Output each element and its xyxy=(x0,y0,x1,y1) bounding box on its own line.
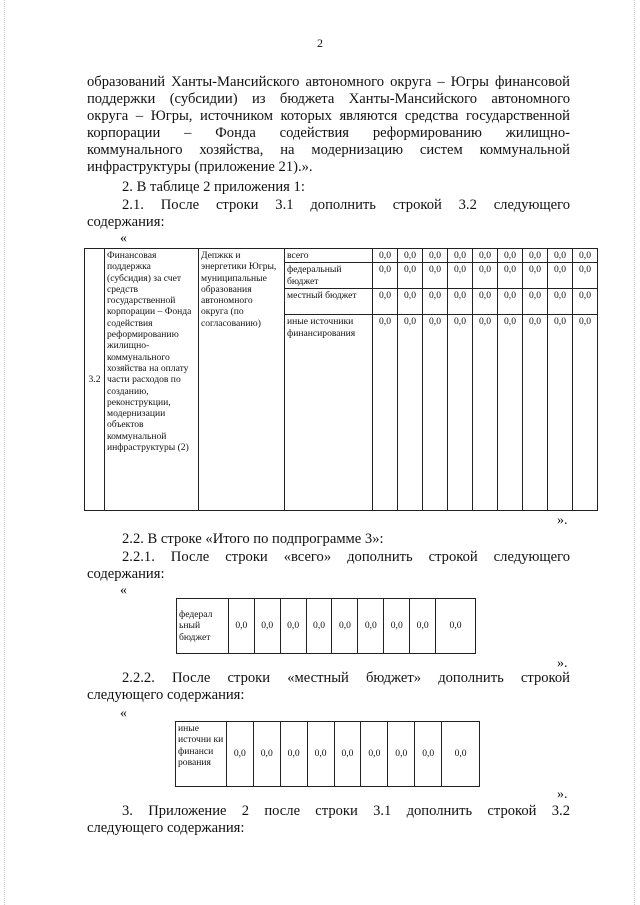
open-quote: « xyxy=(120,231,127,246)
item-2-1-line1: 2.1. После строки 3.1 дополнить строкой 3.2 следующего xyxy=(122,197,570,213)
page-number: 2 xyxy=(317,36,323,50)
table-cell: 0,0 xyxy=(548,263,573,289)
item-2-text: 2. В таблице 2 приложения 1: xyxy=(122,179,305,195)
table-cell: 0,0 xyxy=(448,289,473,315)
table-cell: 0,0 xyxy=(523,263,548,289)
item-3-line1: 3. Приложение 2 после строки 3.1 дополнить строкой 3.2 xyxy=(122,803,570,819)
item-2-2-2 xyxy=(87,670,570,704)
executor: Депжкк и энергетики Югры, муниципальные образования автономного округа (по согласованию) xyxy=(199,249,285,511)
intro-line: поддержки (субсидии) из бюджета Ханты-Мансийского автономного xyxy=(87,91,570,107)
main-table xyxy=(84,248,598,511)
table-cell: 0,0 xyxy=(498,289,523,315)
item-3-line2: следующего содержания: xyxy=(87,820,245,836)
source-label: федеральный бюджет xyxy=(285,263,373,289)
item-2-2-1-line1: 2.2.1. После строки «всего» дополнить строкой следующего xyxy=(122,549,570,565)
table-cell: 0,0 xyxy=(523,289,548,315)
source-label: иные источники финансирования xyxy=(285,315,373,511)
table-cell: 0,0 xyxy=(307,722,334,787)
other-sources-table xyxy=(175,721,480,787)
close-quote: ». xyxy=(557,513,568,528)
intro-line: инфраструктуры (приложение 21).». xyxy=(87,159,313,175)
table-cell: 0,0 xyxy=(228,599,254,654)
table-cell: 0,0 xyxy=(398,315,423,511)
item-2-2 xyxy=(87,531,570,548)
table-cell: 0,0 xyxy=(398,263,423,289)
table-cell: 0,0 xyxy=(398,289,423,315)
table-cell: 0,0 xyxy=(548,289,573,315)
table-cell: 0,0 xyxy=(473,315,498,511)
table-cell: 0,0 xyxy=(306,599,332,654)
table-cell: 0,0 xyxy=(573,249,598,263)
table-cell: 0,0 xyxy=(423,315,448,511)
table-cell: 0,0 xyxy=(448,249,473,263)
table-cell: 0,0 xyxy=(373,249,398,263)
table-cell: 0,0 xyxy=(423,249,448,263)
table-cell: 0,0 xyxy=(334,722,361,787)
table-cell: 0,0 xyxy=(442,722,480,787)
intro-line: округа – Югры, источником которых являются средства государственной xyxy=(87,108,570,124)
table-cell: 0,0 xyxy=(473,289,498,315)
table-cell: 0,0 xyxy=(498,263,523,289)
table-cell: 0,0 xyxy=(473,263,498,289)
table-cell: 0,0 xyxy=(373,289,398,315)
other-sources-label: иные источни ки финанси рования xyxy=(176,722,227,787)
table-cell: 0,0 xyxy=(573,263,598,289)
open-quote: « xyxy=(120,583,127,598)
item-2 xyxy=(87,179,570,196)
table-cell: 0,0 xyxy=(573,289,598,315)
close-quote: ». xyxy=(557,787,568,802)
table-cell: 0,0 xyxy=(410,599,436,654)
federal-budget-label: федерал ьный бюджет xyxy=(177,599,229,654)
table-cell: 0,0 xyxy=(573,315,598,511)
table-cell: 0,0 xyxy=(448,315,473,511)
table-cell: 0,0 xyxy=(423,289,448,315)
table-cell: 0,0 xyxy=(448,263,473,289)
table-cell: 0,0 xyxy=(436,599,476,654)
open-quote: « xyxy=(120,706,127,721)
table-cell: 0,0 xyxy=(498,315,523,511)
table-cell: 0,0 xyxy=(523,315,548,511)
table-cell: 0,0 xyxy=(523,249,548,263)
item-2-2-1-line2: содержания: xyxy=(87,566,165,582)
table-cell: 0,0 xyxy=(384,599,410,654)
table-cell: 0,0 xyxy=(415,722,442,787)
table-cell: 0,0 xyxy=(398,249,423,263)
table-cell: 0,0 xyxy=(280,722,307,787)
measure-name: Финансовая поддержка (субсидия) за счет средств государственной корпорации – Фонда содействия реформированию жилищно-коммунального хозяйства на оплату части расходов по созданию, реконструкции, модернизации объектов коммунальной инфраструктуры (2) xyxy=(105,249,199,511)
intro-paragraph xyxy=(87,74,570,176)
item-2-2-text: 2.2. В строке «Итого по подпрограмме 3»: xyxy=(122,531,384,547)
table-cell: 0,0 xyxy=(373,263,398,289)
table-cell: 0,0 xyxy=(226,722,253,787)
table-cell: 0,0 xyxy=(358,599,384,654)
table-cell: 0,0 xyxy=(548,249,573,263)
item-2-2-2-line2: следующего содержания: xyxy=(87,687,245,703)
table-cell: 0,0 xyxy=(388,722,415,787)
source-label: местный бюджет xyxy=(285,289,373,315)
table-cell: 0,0 xyxy=(332,599,358,654)
table-cell: 0,0 xyxy=(254,599,280,654)
source-label: всего xyxy=(285,249,373,263)
item-2-1 xyxy=(87,197,570,231)
table-cell: 0,0 xyxy=(361,722,388,787)
intro-line: корпорации – Фонда содействия реформированию жилищно- xyxy=(87,125,570,141)
table-cell: 0,0 xyxy=(498,249,523,263)
table-cell: 0,0 xyxy=(473,249,498,263)
table-cell: 0,0 xyxy=(253,722,280,787)
scan-edge-left xyxy=(4,0,5,905)
item-2-1-line2: содержания: xyxy=(87,214,165,230)
item-2-2-2-line1: 2.2.2. После строки «местный бюджет» дополнить строкой xyxy=(122,670,570,686)
intro-line: образований Ханты-Мансийского автономного округа – Югры финансовой xyxy=(87,74,570,90)
item-3 xyxy=(87,803,570,837)
table-cell: 0,0 xyxy=(373,315,398,511)
close-quote: ». xyxy=(557,656,568,671)
federal-budget-table xyxy=(176,598,476,654)
item-2-2-1 xyxy=(87,549,570,583)
row-number: 3.2 xyxy=(85,249,105,511)
table-cell: 0,0 xyxy=(423,263,448,289)
scan-edge-right xyxy=(634,0,635,905)
table-cell: 0,0 xyxy=(548,315,573,511)
intro-line: коммунального хозяйства, на модернизацию систем коммунальной xyxy=(87,142,570,158)
table-cell: 0,0 xyxy=(280,599,306,654)
